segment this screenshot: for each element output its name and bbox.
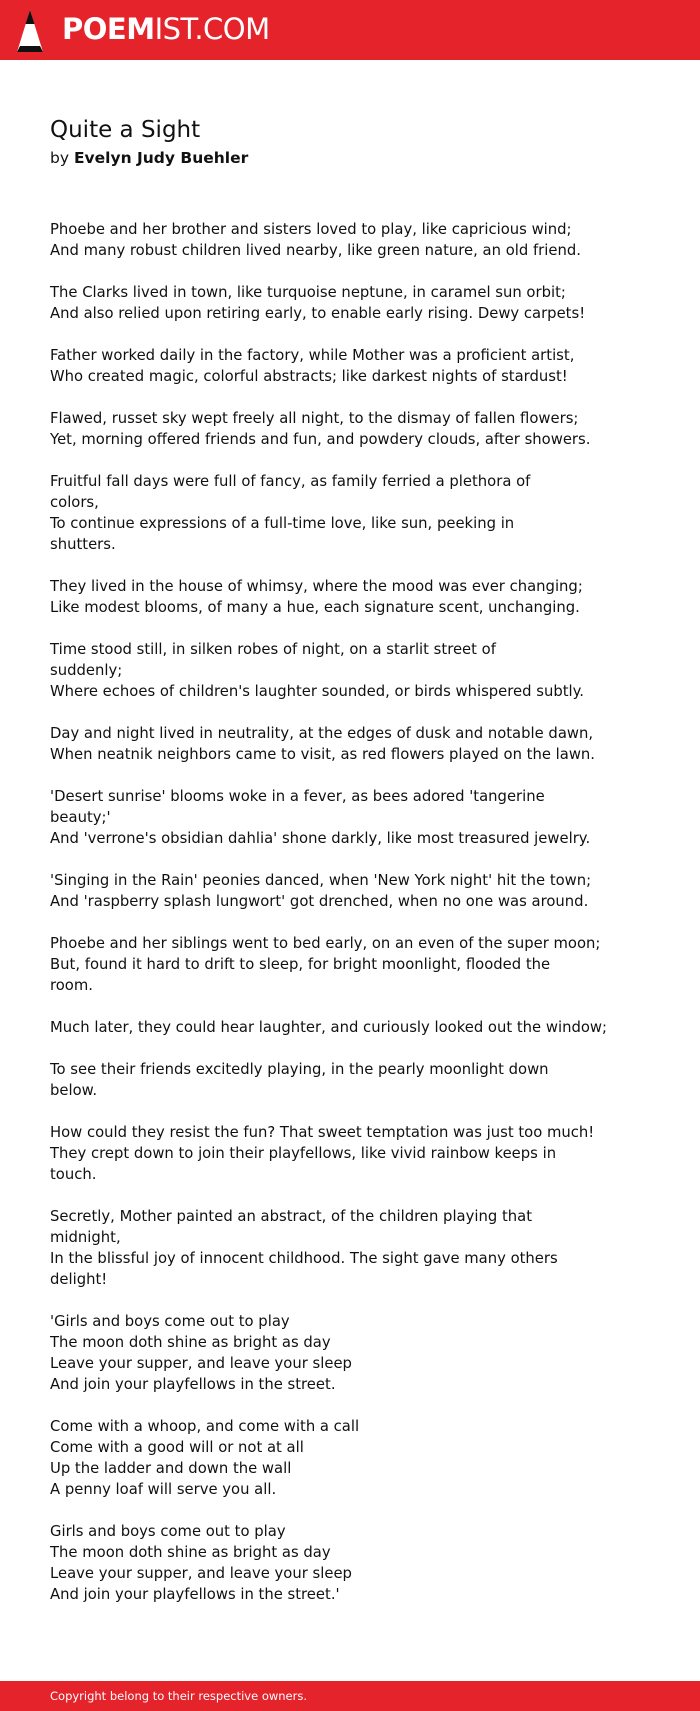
poem-line: In the blissful joy of innocent childhood. The sight gave many others — [50, 1250, 558, 1267]
poem-line: Like modest blooms, of many a hue, each signature scent, unchanging. — [50, 599, 580, 616]
poem-line: Yet, morning offered friends and fun, and powdery clouds, after showers. — [50, 431, 591, 448]
poem-stanza — [50, 219, 610, 261]
poem-line: below. — [50, 1082, 98, 1099]
poem-line: shutters. — [50, 536, 116, 553]
poem-line: And also relied upon retiring early, to enable early rising. Dewy carpets! — [50, 305, 586, 322]
copyright-text: Copyright belong to their respective owners. — [50, 1689, 308, 1703]
poem-line: To continue expressions of a full-time love, like sun, peeking in — [50, 515, 515, 532]
poem-stanza — [50, 1416, 610, 1500]
poem-byline — [50, 147, 248, 169]
poem-line: Time stood still, in silken robes of night, on a starlit street of — [50, 641, 496, 658]
poem-title: Quite a Sight — [50, 117, 201, 143]
poem-line: Where echoes of children's laughter sounded, or birds whispered subtly. — [50, 683, 584, 700]
poem-line: To see their friends excitedly playing, in the pearly moonlight down — [50, 1061, 549, 1078]
site-header — [0, 0, 700, 60]
poem-line: Leave your supper, and leave your sleep — [50, 1355, 352, 1372]
poem-stanza — [50, 1059, 610, 1101]
poem-line: They lived in the house of whimsy, where the mood was ever changing; — [50, 578, 583, 595]
poem-line: How could they resist the fun? That sweet temptation was just too much! — [50, 1124, 595, 1141]
poem-line: A penny loaf will serve you all. — [50, 1481, 277, 1498]
poem-stanza — [50, 576, 610, 618]
pencil-tip-icon[interactable] — [17, 10, 43, 52]
poem-line: The Clarks lived in town, like turquoise neptune, in caramel sun orbit; — [50, 284, 566, 301]
poem-stanza — [50, 786, 610, 849]
poem-line: midnight, — [50, 1229, 121, 1246]
poem-stanza — [50, 345, 610, 387]
logo-text-bold: POEM — [62, 12, 155, 46]
poem-line: delight! — [50, 1271, 108, 1288]
poem-line: When neatnik neighbors came to visit, as red flowers played on the lawn. — [50, 746, 596, 763]
poem-line: Who created magic, colorful abstracts; like darkest nights of stardust! — [50, 368, 568, 385]
poem-line: And many robust children lived nearby, like green nature, an old friend. — [50, 242, 581, 259]
poem-line: 'Singing in the Rain' peonies danced, when 'New York night' hit the town; — [50, 872, 592, 889]
poem-line: Phoebe and her siblings went to bed early, on an even of the super moon; — [50, 935, 601, 952]
poem-line: Phoebe and her brother and sisters loved to play, like capricious wind; — [50, 221, 572, 238]
poem-line: 'Desert sunrise' blooms woke in a fever, as bees adored 'tangerine — [50, 788, 545, 805]
poem-stanza — [50, 723, 610, 765]
poem-stanza — [50, 282, 610, 324]
poem-line: And join your playfellows in the street.' — [50, 1586, 340, 1603]
poem-stanza — [50, 870, 610, 912]
poem-line: Up the ladder and down the wall — [50, 1460, 292, 1477]
by-label: by — [50, 149, 70, 167]
poem-stanza — [50, 1122, 610, 1185]
poem-stanza — [50, 1521, 610, 1605]
poem-line: Leave your supper, and leave your sleep — [50, 1565, 352, 1582]
poem-line: Much later, they could hear laughter, and curiously looked out the window; — [50, 1019, 607, 1036]
poem-line: They crept down to join their playfellows, like vivid rainbow keeps in — [50, 1145, 557, 1162]
poem-stanza — [50, 639, 610, 702]
poem-line: Father worked daily in the factory, while Mother was a proficient artist, — [50, 347, 575, 364]
poem-line: The moon doth shine as bright as day — [50, 1544, 331, 1561]
poem-line: And 'verrone's obsidian dahlia' shone darkly, like most treasured jewelry. — [50, 830, 591, 847]
poem-line: The moon doth shine as bright as day — [50, 1334, 331, 1351]
poem-stanza — [50, 471, 610, 555]
poem-line: And join your playfellows in the street. — [50, 1376, 336, 1393]
logo-text-light: IST.COM — [154, 12, 270, 46]
poem-stanza — [50, 933, 610, 996]
poem-line: Girls and boys come out to play — [50, 1523, 286, 1540]
site-logo[interactable] — [62, 11, 270, 47]
poem-line: But, found it hard to drift to sleep, for bright moonlight, flooded the — [50, 956, 551, 973]
poem-line: Day and night lived in neutrality, at the edges of dusk and notable dawn, — [50, 725, 594, 742]
poem-stanza — [50, 408, 610, 450]
poem-line: Come with a good will or not at all — [50, 1439, 304, 1456]
poem-line: colors, — [50, 494, 99, 511]
poem-line: And 'raspberry splash lungwort' got drenched, when no one was around. — [50, 893, 589, 910]
poem-line: room. — [50, 977, 93, 994]
author-name[interactable]: Evelyn Judy Buehler — [73, 149, 249, 167]
poem-line: touch. — [50, 1166, 97, 1183]
poem-line: Secretly, Mother painted an abstract, of the children playing that — [50, 1208, 533, 1225]
poem-line: Fruitful fall days were full of fancy, as family ferried a plethora of — [50, 473, 531, 490]
poem-stanza — [50, 1311, 610, 1395]
poem-stanza — [50, 1017, 610, 1038]
poem-line: beauty;' — [50, 809, 111, 826]
poem-line: 'Girls and boys come out to play — [50, 1313, 290, 1330]
poem-line: Flawed, russet sky wept freely all night, to the dismay of fallen flowers; — [50, 410, 579, 427]
poem-body — [50, 219, 610, 1626]
poem-line: Come with a whoop, and come with a call — [50, 1418, 360, 1435]
poem-stanza — [50, 1206, 610, 1290]
site-footer — [0, 1681, 700, 1711]
poem-line: suddenly; — [50, 662, 123, 679]
